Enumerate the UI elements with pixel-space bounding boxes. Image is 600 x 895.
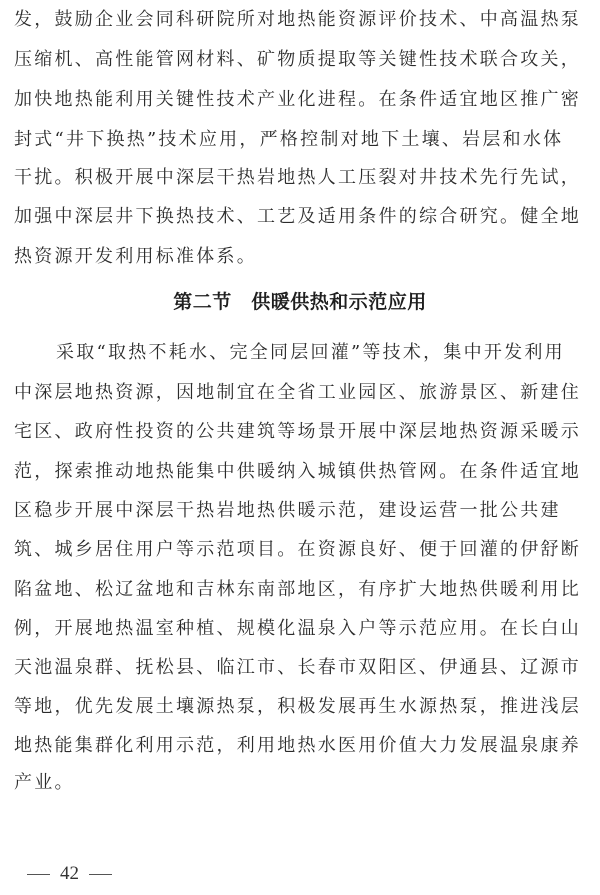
text-line: 区稳步开展中深层干热岩地热供暖示范，建设运营一批公共建: [14, 500, 561, 521]
text-line: 封式“井下换热”技术应用，严格控制对地下土壤、岩层和水体: [14, 129, 564, 150]
text-line: 发，鼓励企业会同科研院所对地热能资源评价技术、中高温热泵: [14, 9, 581, 30]
text-line: 压缩机、高性能管网材料、矿物质提取等关键性技术联合攻关，: [14, 49, 581, 70]
text-line: 加强中深层井下换热技术、工艺及适用条件的综合研究。健全地: [14, 206, 581, 227]
text-line: 地热能集群化利用示范，利用地热水医用价值大力发展温泉康养: [14, 735, 581, 756]
text-line: 中深层地热资源，因地制宜在全省工业园区、旅游景区、新建住: [14, 382, 581, 403]
text-line: 范，探索推动地热能集中供暖纳入城镇供热管网。在条件适宜地: [14, 461, 581, 482]
dash-left-decoration: [27, 874, 50, 875]
text-line: 例，开展地热温室种植、规模化温泉入户等示范应用。在长白山: [14, 618, 581, 639]
page-number: [27, 862, 112, 886]
dash-right-decoration: [89, 874, 112, 875]
text-line: 加快地热能利用关键性技术产业化进程。在条件适宜地区推广密: [14, 89, 581, 110]
text-line: 等地，优先发展土壤源热泵，积极发展再生水源热泵，推进浅层: [14, 696, 581, 717]
text-line: 筑、城乡居住用户等示范项目。在资源良好、便于回灌的伊舒断: [14, 539, 581, 560]
text-line: 产业。: [14, 772, 75, 793]
text-line: 宅区、政府性投资的公共建筑等场景开展中深层地热资源采暖示: [14, 421, 581, 442]
text-line: 热资源开发利用标准体系。: [14, 246, 257, 267]
text-line: 干扰。积极开展中深层干热岩地热人工压裂对井技术先行先试，: [14, 167, 581, 188]
text-line: 采取“取热不耗水、完全同层回灌”等技术，集中开发利用: [56, 342, 565, 363]
section-heading: 第二节 供暖供热和示范应用: [173, 291, 427, 313]
text-line: 陷盆地、松辽盆地和吉林东南部地区，有序扩大地热供暖利用比: [14, 579, 581, 600]
page-number-value: 42: [60, 863, 79, 884]
text-line: 天池温泉群、抚松县、临江市、长春市双阳区、伊通县、辽源市: [14, 657, 581, 678]
